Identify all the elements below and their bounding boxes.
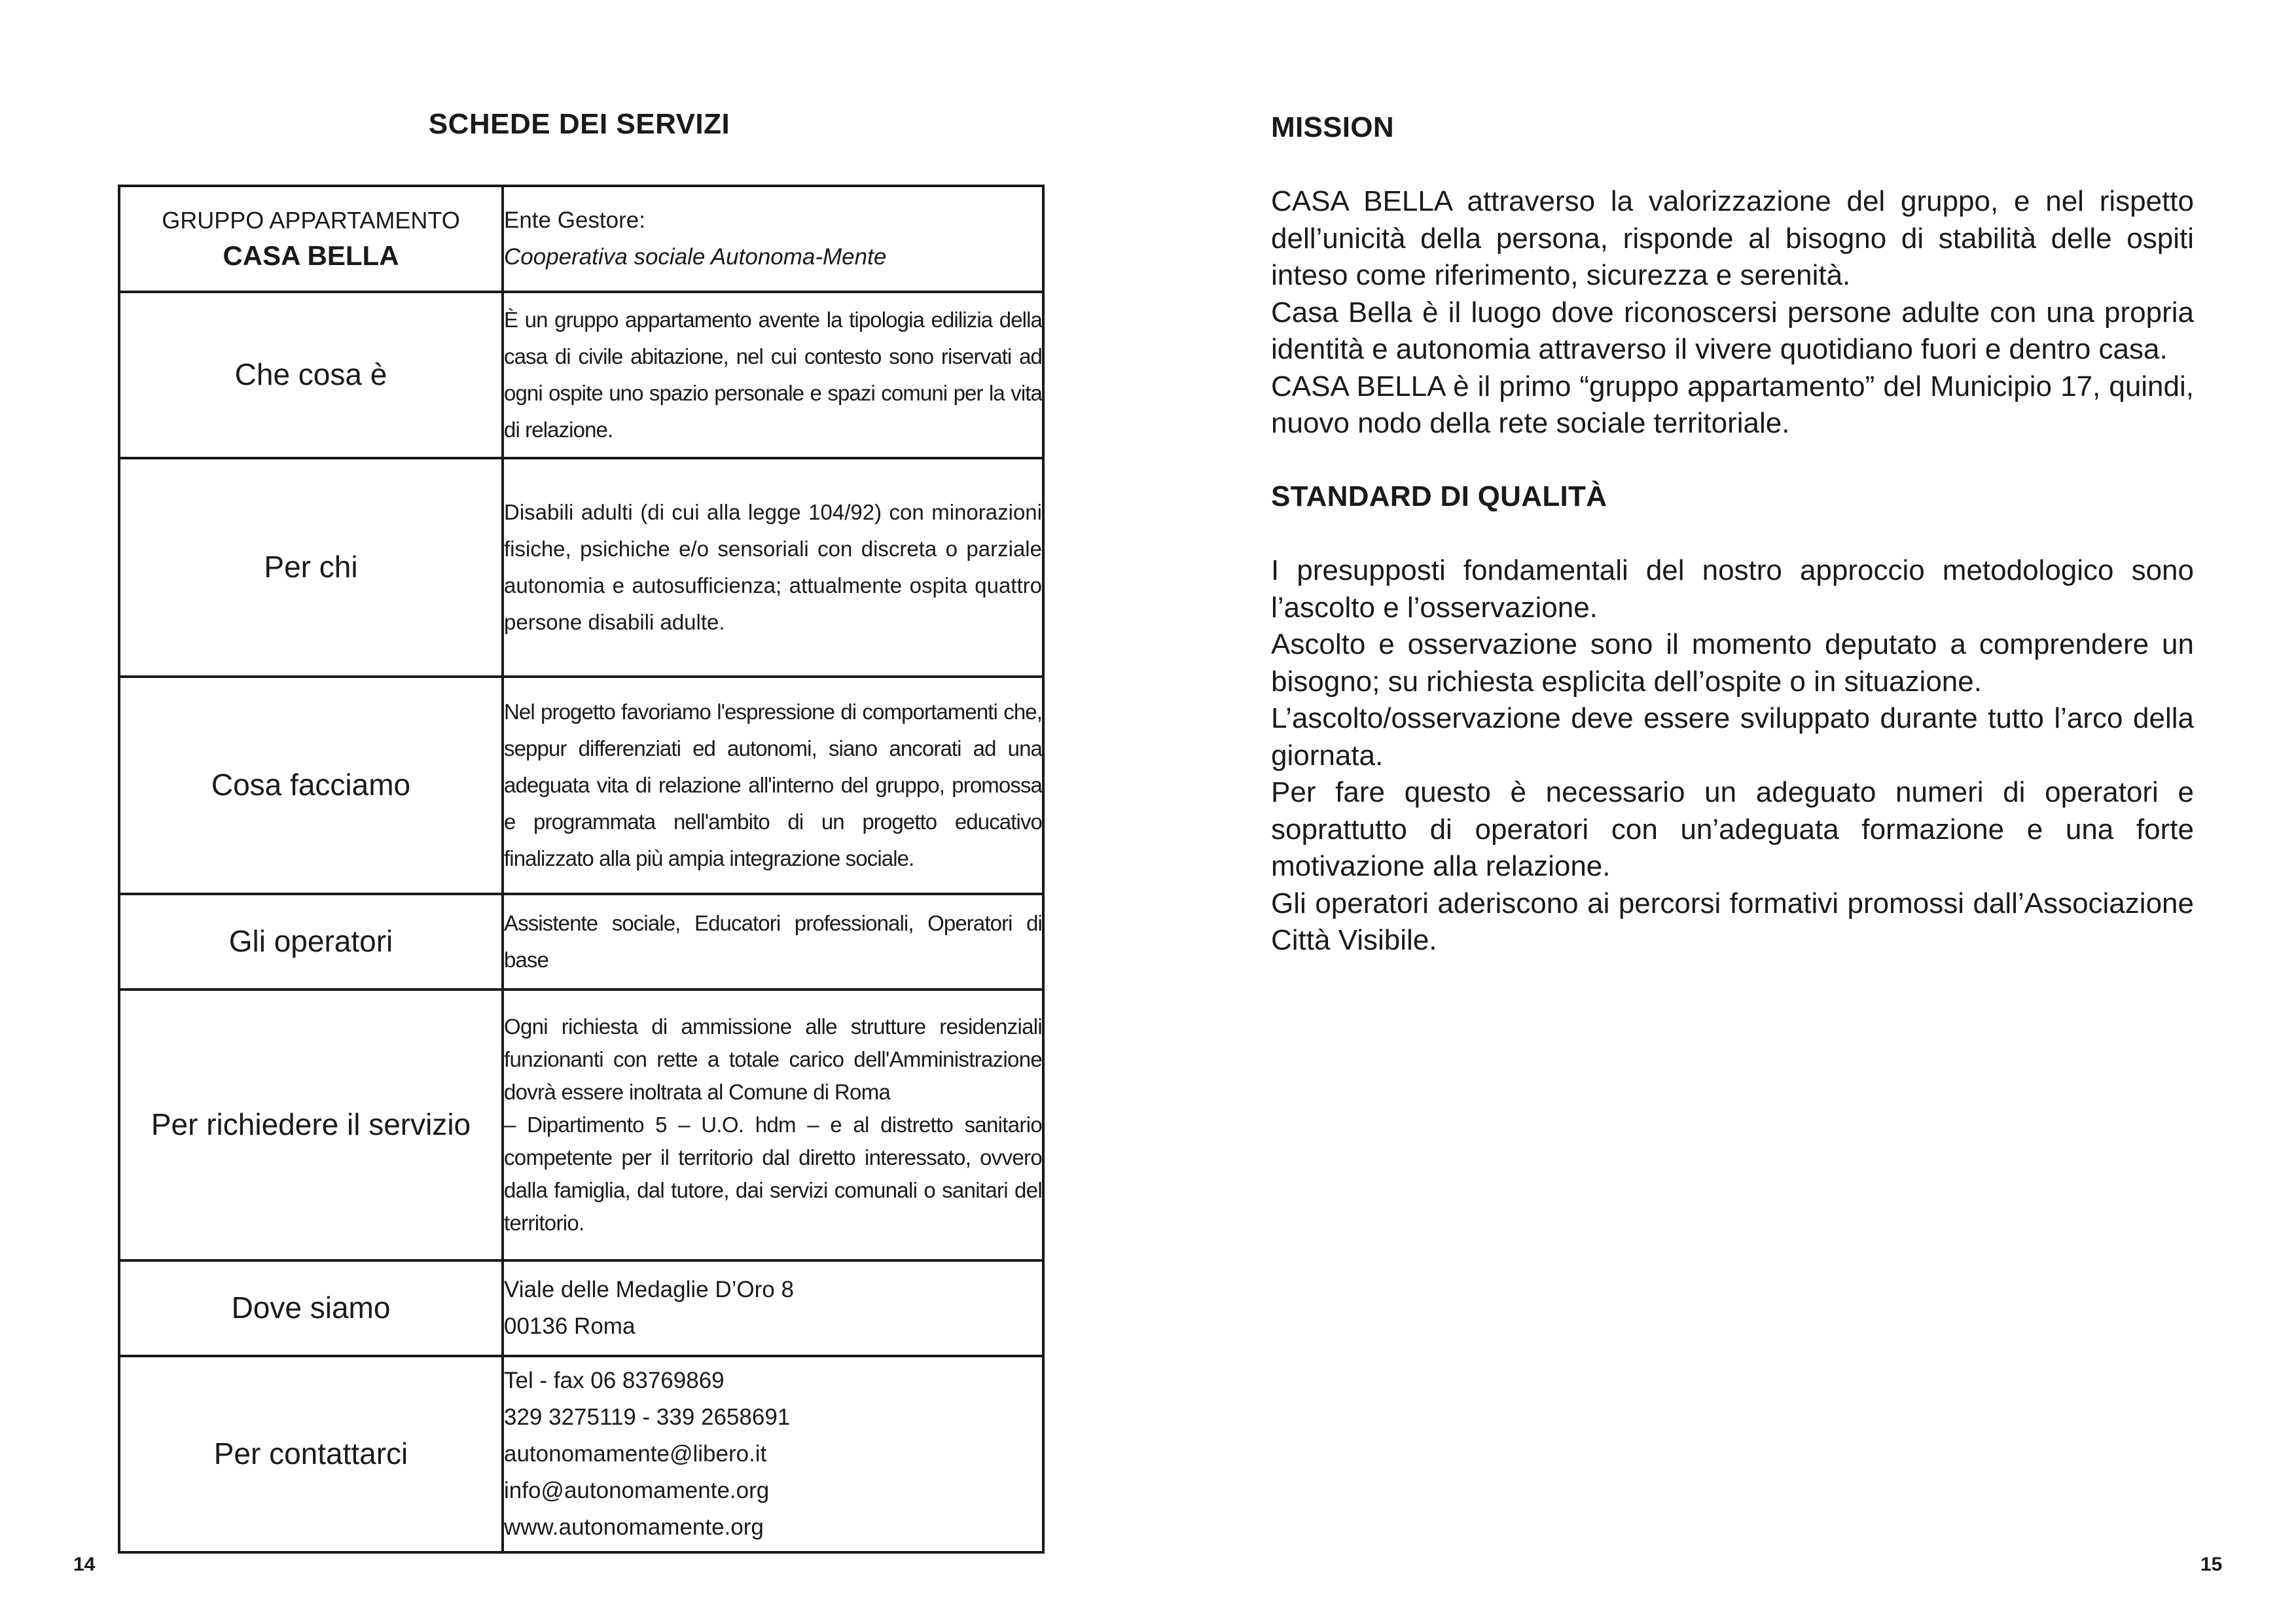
table-row (119, 1260, 1043, 1356)
table-row (119, 677, 1043, 894)
mission-text (1271, 183, 2194, 442)
contact-email: info@autonomamente.org (504, 1478, 770, 1503)
row-label-che-cosa-e: Che cosa è (119, 292, 503, 458)
quality-paragraph: I presupposti fondamentali del nostro approccio metodologico sono l’ascolto e l’osservazione. (1271, 554, 2194, 624)
request-text-part-1: Ogni richiesta di ammissione alle strutture residenziali funzionanti con rette a totale carico dell'Amministrazione dovrà essere inoltrata al Comune di Roma (504, 1014, 1042, 1104)
mission-section (1271, 111, 2194, 144)
mission-heading: MISSION (1271, 111, 1394, 143)
quality-paragraph: L’ascolto/osservazione deve essere sviluppato durante tutto l’arco della giornata. (1271, 702, 2194, 772)
row-label-per-chi: Per chi (119, 458, 503, 677)
group-label: GRUPPO APPARTAMENTO (162, 207, 460, 234)
quality-body (1271, 552, 2194, 959)
manager-cell (503, 186, 1043, 292)
row-label-per-contattarci: Per contattarci (119, 1356, 503, 1552)
quality-text (1271, 552, 2194, 959)
row-text-dove-siamo (503, 1260, 1043, 1356)
manager-name: Cooperativa sociale Autonoma-Mente (504, 244, 887, 270)
services-heading: SCHEDE DEI SERVIZI (428, 108, 730, 140)
row-text-per-contattarci (503, 1356, 1043, 1552)
group-cell (119, 186, 503, 292)
quality-paragraph: Gli operatori aderiscono ai percorsi formativi promossi dall’Associazione Città Visibile. (1271, 887, 2194, 956)
mission-paragraph: Casa Bella è il luogo dove riconoscersi persone adulte con una propria identità e autonomia attraverso il vivere quotidiano fuori e dentro casa. (1271, 296, 2194, 365)
group-name: CASA BELLA (223, 240, 399, 271)
mission-body (1271, 183, 2194, 442)
contact-phone: Tel - fax 06 83769869 (504, 1368, 725, 1393)
quality-section (1271, 480, 2194, 513)
row-text-per-chi: Disabili adulti (di cui alla legge 104/92) con minorazioni fisiche, psichiche e/o sensoriali con discreta o parziale autonomia e autosufficienza; attualmente ospita quattro persone disabili adulte. (503, 458, 1043, 677)
row-text-che-cosa-e: È un gruppo appartamento avente la tipologia edilizia della casa di civile abitazione, nel cui contesto sono riservati ad ogni ospite uno spazio personale e spazi comuni per la vita di relazione. (503, 292, 1043, 458)
mission-paragraph: CASA BELLA attraverso la valorizzazione del gruppo, e nel rispetto dell’unicità della persona, risponde al bisogno di stabilità delle ospiti inteso come riferimento, sicurezza e serenità. (1271, 185, 2194, 291)
right-page (1148, 0, 2296, 1623)
table-row (119, 990, 1043, 1260)
services-table (118, 185, 1045, 1554)
table-row (119, 1356, 1043, 1552)
quality-paragraph: Ascolto e osservazione sono il momento deputato a comprendere un bisogno; su richiesta esplicita dell’ospite o in situazione. (1271, 628, 2194, 698)
table-row (119, 292, 1043, 458)
mission-paragraph: CASA BELLA è il primo “gruppo appartamento” del Municipio 17, quindi, nuovo nodo della rete sociale territoriale. (1271, 370, 2194, 439)
quality-heading: STANDARD DI QUALITÀ (1271, 480, 1607, 512)
row-label-per-richiedere: Per richiedere il servizio (119, 990, 503, 1260)
address-line: 00136 Roma (504, 1313, 636, 1339)
row-label-gli-operatori: Gli operatori (119, 894, 503, 990)
row-text-cosa-facciamo: Nel progetto favoriamo l'espressione di comportamenti che, seppur differenziati ed autonomi, siano ancorati ad una adeguata vita di relazione all'interno del gruppo, promossa e programmata nell'ambito di un progetto educativo finalizzato alla più ampia integrazione sociale. (503, 677, 1043, 894)
quality-paragraph: Per fare questo è necessario un adeguato numeri di operatori e soprattutto di operatori con un’adeguata formazione e una forte motivazione alla relazione. (1271, 776, 2194, 882)
page-number-right: 15 (2200, 1554, 2223, 1575)
row-text-per-richiedere (503, 990, 1043, 1260)
request-text-part-2: – Dipartimento 5 – U.O. hdm – e al distretto sanitario competente per il territorio dal diretto interessato, ovvero dalla famiglia, dal tutore, dai servizi comunali o sanitari del territorio. (504, 1113, 1042, 1235)
row-text-gli-operatori: Assistente sociale, Educatori professionali, Operatori di base (503, 894, 1043, 990)
row-label-cosa-facciamo: Cosa facciamo (119, 677, 503, 894)
contact-mobile: 329 3275119 - 339 2658691 (504, 1404, 791, 1430)
table-row (119, 894, 1043, 990)
manager-label: Ente Gestore: (504, 207, 645, 233)
table-header-row (119, 186, 1043, 292)
address-line: Viale delle Medaglie D’Oro 8 (504, 1277, 794, 1302)
contact-website: www.autonomamente.org (504, 1514, 764, 1540)
table-row (119, 458, 1043, 677)
page-number-left: 14 (73, 1554, 96, 1575)
contact-email: autonomamente@libero.it (504, 1441, 767, 1467)
row-label-dove-siamo: Dove siamo (119, 1260, 503, 1356)
